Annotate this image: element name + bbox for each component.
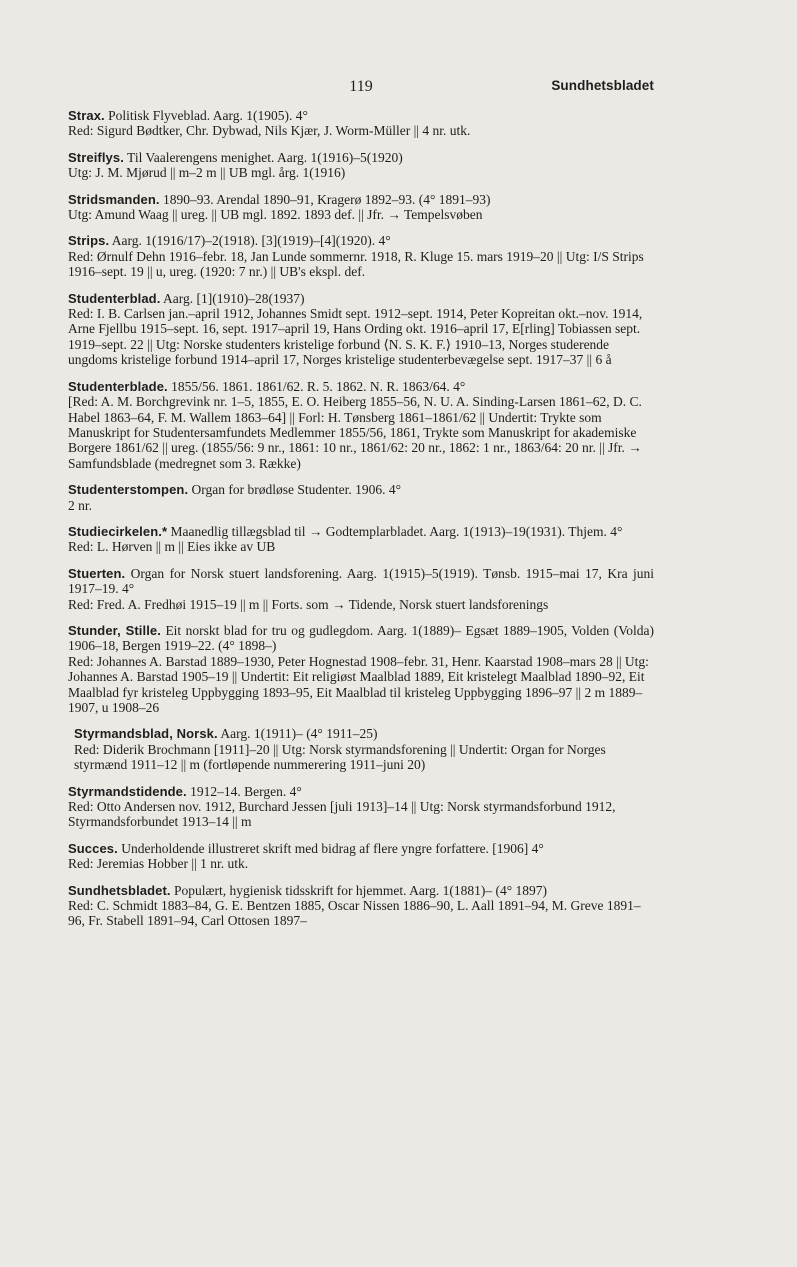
entry-title: Stunder, Stille.	[68, 622, 161, 638]
entry-details: Red: Otto Andersen nov. 1912, Burchard Jessen [juli 1913]–14 || Utg: Norsk styrmandsforbund 1912, Styrmandsforbundet 1913–14 || m	[68, 799, 616, 830]
entry-details: Red: Sigurd Bødtker, Chr. Dybwad, Nils Kjær, J. Worm-Müller || 4 nr. utk.	[68, 123, 471, 139]
catalog-entry	[68, 841, 654, 872]
entry-list	[68, 108, 654, 940]
entry-description: Populært, hygienisk tidsskrift for hjemmet. Aarg. 1(1881)– (4° 1897)	[170, 882, 547, 898]
entry-title: Strips.	[68, 233, 110, 249]
entry-description: Eit norskt blad for tru og gudlegdom. Aarg. 1(1889)– Egsæt 1889–1905, Volden (Volda) 1906–18, Bergen 1919–22. (4° 1898–)	[68, 622, 654, 654]
catalog-entry	[68, 150, 654, 181]
entry-title: Studenterblad.	[68, 290, 161, 306]
page-header	[68, 76, 654, 98]
entry-details: Red: Ørnulf Dehn 1916–febr. 18, Jan Lunde sommernr. 1918, R. Kluge 15. mars 1919–20 || Utg: I/S Strips 1916–sept. 19 || u, ureg. (1920: 7 nr.) || UB's ekspl. def.	[68, 248, 644, 280]
entry-description: Aarg. [1](1910)–28(1937)	[160, 290, 305, 306]
entry-heading	[68, 379, 654, 394]
entry-title: Studenterstompen.	[68, 482, 189, 498]
catalog-entry	[68, 192, 654, 223]
entry-title: Streiflys.	[68, 149, 124, 165]
catalog-entry	[68, 623, 654, 715]
entry-description: Underholdende illustreret skrift med bidrag af flere yngre forfattere. [1906] 4°	[117, 840, 544, 856]
entry-heading	[68, 150, 654, 165]
entry-details: [Red: A. M. Borchgrevink nr. 1–5, 1855, E. O. Heiberg 1855–56, N. U. A. Sinding-Larsen 1861–62, D. C. Habel 1863–64, F. M. Wallem 1863–64] || Forl: H. Tønsberg 1861–1861/62 || Undertit: Trykte som Manuskript for Studentersamfundets Medlemmer 1855/56, 1861, Trykte som Manuskript for akademiske Borgere 1861/62 || ureg. (1855/56: 9 nr., 1861: 10 nr., 1861/62: 20 nr., 1862: 1 nr., 1863/64: 20 nr. || Jfr. → Samfundsblade (medregnet som 3. Række)	[68, 394, 642, 471]
catalog-entry	[68, 726, 654, 772]
entry-heading	[68, 784, 654, 799]
entry-details: Red: L. Hørven || m || Eies ikke av UB	[68, 539, 276, 555]
running-head: Sundhetsbladet	[551, 78, 654, 93]
entry-heading	[68, 482, 654, 497]
entry-title: Stridsmanden.	[68, 191, 160, 207]
entry-description: 1855/56. 1861. 1861/62. R. 5. 1862. N. R. 1863/64. 4°	[167, 378, 466, 394]
entry-details: Utg: J. M. Mjørud || m–2 m || UB mgl. årg. 1(1916)	[68, 165, 346, 181]
entry-title: Stuerten.	[68, 565, 126, 581]
entry-details: Red: Jeremias Hobber || 1 nr. utk.	[68, 856, 249, 872]
entry-heading	[68, 108, 654, 123]
entry-description: Politisk Flyveblad. Aarg. 1(1905). 4°	[104, 108, 308, 123]
entry-title: Studenterblade.	[68, 378, 168, 394]
entry-description: Organ for brødløse Studenter. 1906. 4°	[188, 482, 402, 498]
entry-heading	[68, 233, 654, 248]
entry-details: 2 nr.	[68, 497, 93, 513]
catalog-entry	[68, 524, 654, 555]
entry-description: 1912–14. Bergen. 4°	[186, 783, 302, 799]
entry-details: Red: C. Schmidt 1883–84, G. E. Bentzen 1885, Oscar Nissen 1886–90, L. Aall 1891–94, M. Greve 1891–96, Fr. Stabell 1891–94, Carl Ottosen 1897–	[68, 898, 641, 929]
catalog-entry	[68, 233, 654, 279]
entry-title: Studiecirkelen.*	[68, 523, 168, 539]
entry-description: Organ for Norsk stuert landsforening. Aarg. 1(1915)–5(1919). Tønsb. 1915–mai 17, Kra juni 1917–19. 4°	[68, 565, 654, 597]
entry-heading	[68, 566, 654, 597]
entry-details: Red: I. B. Carlsen jan.–april 1912, Johannes Smidt sept. 1912–sept. 1914, Peter Kopreitan okt.–nov. 1914, Arne Fjellbu 1915–sept. 16, sept. 1917–april 19, Hans Ording okt. 1916–april 17, E[rling] Tobiassen sept. 1919–sept. 22 || Utg: Norske studenters kristelige forbund ⟨N. S. K. F.⟩ 1910–13, Norges studerende ungdoms kristelige forbund 1914–april 17, Norges kristelige studenterbevægelse sept. 1917–37 || 6 å	[68, 306, 643, 368]
entry-title: Sundhetsbladet.	[68, 882, 171, 898]
catalog-entry	[68, 883, 654, 929]
catalog-entry	[68, 784, 654, 830]
entry-description: Aarg. 1(1916/17)–2(1918). [3](1919)–[4](1920). 4°	[109, 233, 391, 249]
catalog-entry	[68, 566, 654, 612]
entry-description: 1890–93. Arendal 1890–91, Kragerø 1892–93. (4° 1891–93)	[159, 191, 491, 207]
catalog-entry	[68, 291, 654, 368]
entry-heading	[68, 291, 654, 306]
entry-details: Red: Johannes A. Barstad 1889–1930, Peter Hognestad 1908–febr. 31, Henr. Kaarstad 1908–mars 28 || Utg: Johannes A. Barstad 1905–19 || Undertit: Eit religiøst Maalblad 1889, Eit kristelegt Maalblad 1890–92, Eit Maalblad fyr kristeleg Uppbygging 1893–95, Eit Maalblad til kristeleg Uppbygging 1896–97 || 2 m 1889–1907, u 1908–26	[68, 653, 649, 715]
entry-title: Styrmandstidende.	[68, 783, 187, 799]
entry-heading	[68, 883, 654, 898]
entry-heading	[68, 192, 654, 207]
entry-heading	[68, 841, 654, 856]
entry-details: Red: Fred. A. Fredhøi 1915–19 || m || Forts. som → Tidende, Norsk stuert landsforenings	[68, 596, 549, 612]
entry-heading	[68, 524, 654, 539]
entry-title: Succes.	[68, 840, 118, 856]
entry-heading	[68, 623, 654, 654]
entry-details: Utg: Amund Waag || ureg. || UB mgl. 1892. 1893 def. || Jfr. → Tempelsvøben	[68, 207, 483, 223]
entry-title: Styrmandsblad, Norsk.	[74, 726, 218, 742]
entry-description: Til Vaalerengens menighet. Aarg. 1(1916)–5(1920)	[123, 149, 403, 165]
entry-description: Maanedlig tillægsblad til → Godtemplarbladet. Aarg. 1(1913)–19(1931). Thjem. 4°	[167, 523, 623, 539]
page-number: 119	[349, 78, 373, 95]
catalog-entry	[68, 482, 654, 513]
catalog-entry	[68, 108, 654, 139]
catalog-entry	[68, 379, 654, 471]
entry-title: Strax.	[68, 108, 105, 123]
entry-description: Aarg. 1(1911)– (4° 1911–25)	[217, 726, 378, 742]
entry-heading	[74, 726, 654, 741]
entry-details: Red: Diderik Brochmann [1911]–20 || Utg: Norsk styrmandsforening || Undertit: Organ for Norges styrmænd 1911–12 || m (fortløpende nummerering 1911–juni 20)	[74, 741, 606, 773]
